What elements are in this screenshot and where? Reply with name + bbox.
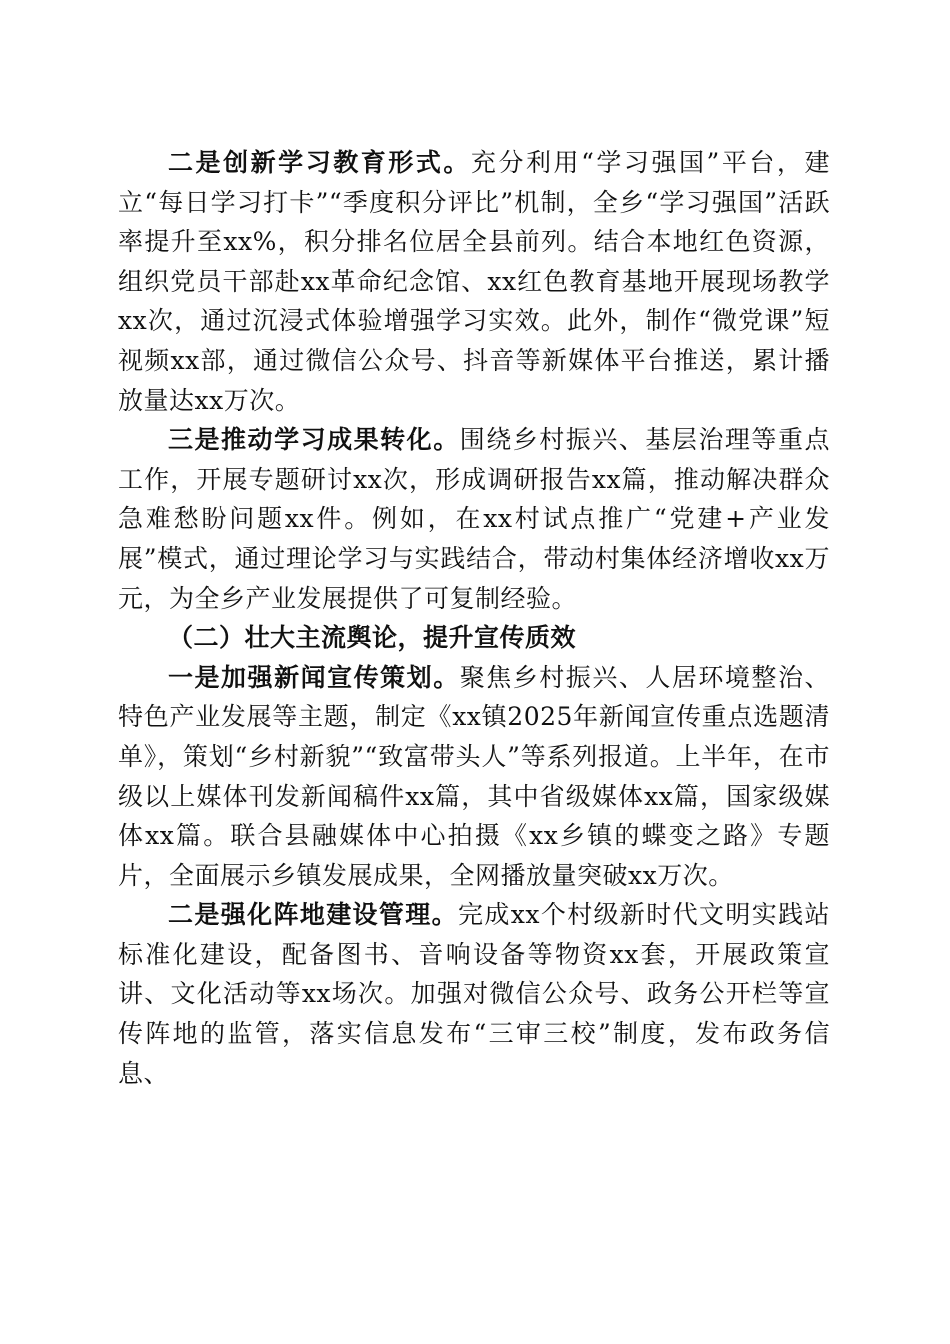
document-page	[118, 143, 830, 1093]
paragraph-lead: 二是创新学习教育形式。	[168, 148, 471, 177]
section-heading: （二）壮大主流舆论，提升宣传质效	[168, 623, 577, 653]
paragraph-learning-results	[118, 420, 830, 618]
paragraph-body: 围绕乡村振兴、基层治理等重点工作，开展专题研讨xx次，形成调研报告xx篇，推动解决群众急难愁盼问题xx件。例如，在xx村试点推广“党建+产业发展”模式，通过理论学习与实践结合，带动村集体经济增收xx万元，为全乡产业发展提供了可复制经验。	[118, 425, 830, 613]
paragraph-body: 完成xx个村级新时代文明实践站标准化建设，配备图书、音响设备等物资xx套，开展政策宣讲、文化活动等xx场次。加强对微信公众号、政务公开栏等宣传阵地的监管，落实信息发布“三审三校”制度，发布政务信息、	[118, 900, 830, 1088]
paragraph-news-planning	[118, 658, 830, 896]
paragraph-lead: 二是强化阵地建设管理。	[168, 900, 459, 930]
paragraph-innovate-learning	[118, 143, 830, 420]
paragraph-body: 聚焦乡村振兴、人居环境整治、特色产业发展等主题，制定《xx镇2025年新闻宣传重点选题清单》，策划“乡村新貌”“致富带头人”等系列报道。上半年，在市级以上媒体刊发新闻稿件xx篇，其中省级媒体xx篇，国家级媒体xx篇。联合县融媒体中心拍摄《xx乡镇的蝶变之路》专题片，全面展示乡镇发展成果，全网播放量突破xx万次。	[118, 662, 830, 890]
paragraph-lead: 三是推动学习成果转化。	[168, 425, 460, 455]
paragraph-body: 充分利用“学习强国”平台，建立“每日学习打卡”“季度积分评比”机制，全乡“学习强国”活跃率提升至xx%，积分排名位居全县前列。结合本地红色资源，组织党员干部赴xx革命纪念馆、xx红色教育基地开展现场教学xx次，通过沉浸式体验增强学习实效。此外，制作“微党课”短视频xx部，通过微信公众号、抖音等新媒体平台推送，累计播放量达xx万次。	[118, 148, 830, 415]
paragraph-lead: 一是加强新闻宣传策划。	[168, 662, 460, 692]
paragraph-position-management	[118, 895, 830, 1093]
